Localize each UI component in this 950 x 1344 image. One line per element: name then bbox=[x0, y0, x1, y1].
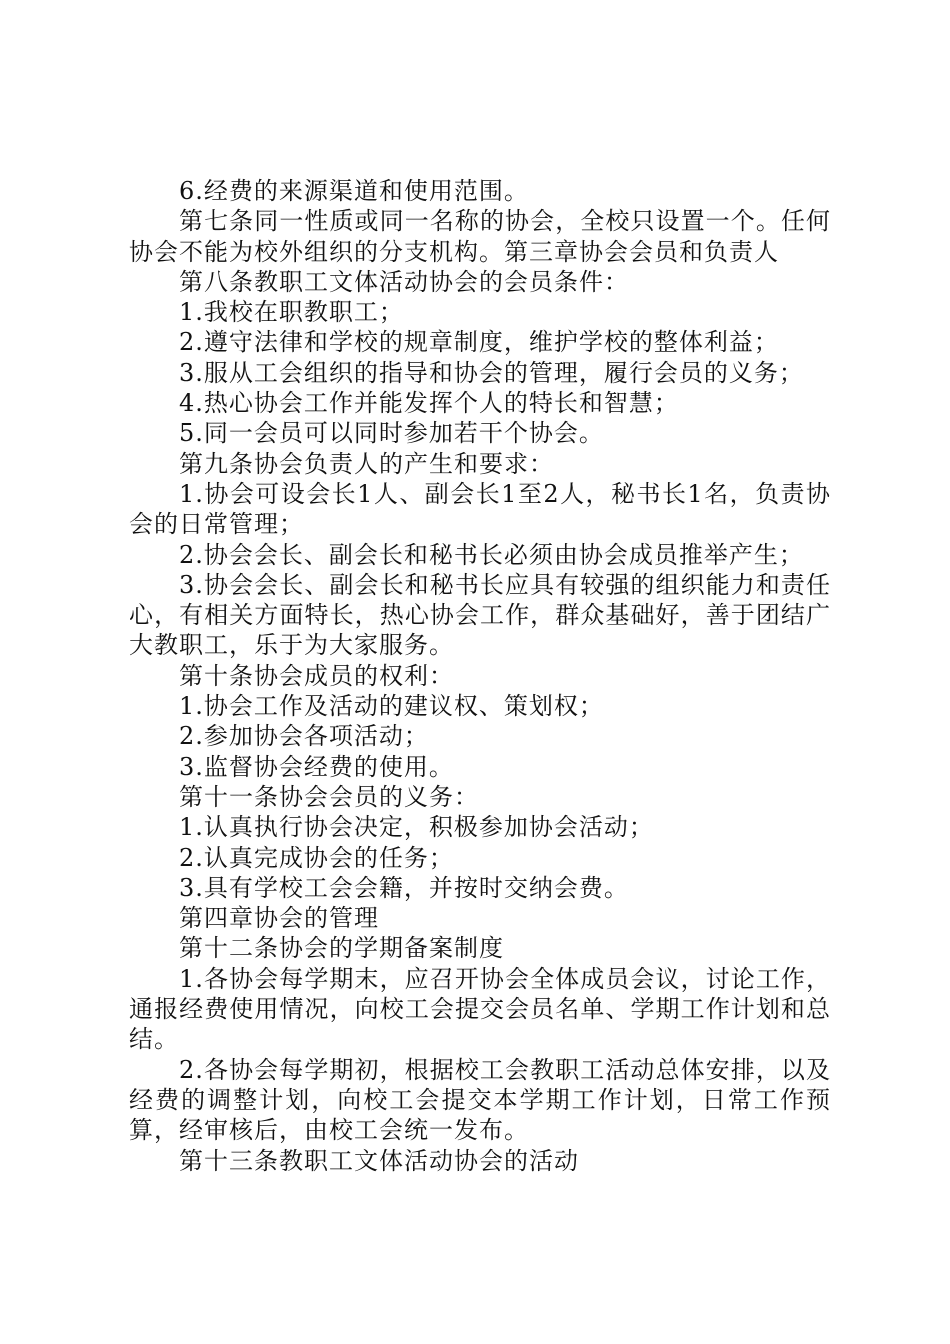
paragraph-item: 4.热心协会工作并能发挥个人的特长和智慧； bbox=[179, 389, 679, 418]
document-body bbox=[129, 176, 831, 1176]
paragraph-article-13: 第十三条教职工文体活动协会的活动 bbox=[179, 1146, 579, 1175]
paragraph-item: 2.认真完成协会的任务； bbox=[179, 843, 454, 872]
paragraph-item: 1.各协会每学期末，应召开协会全体成员会议，讨论工作，通报经费使用情况，向校工会提交会员名单、学期工作计划和总结。 bbox=[129, 964, 831, 1054]
paragraph-item: 3.服从工会组织的指导和协会的管理，履行会员的义务； bbox=[179, 358, 804, 387]
paragraph-item: 5.同一会员可以同时参加若干个协会。 bbox=[179, 419, 604, 448]
paragraph-item: 2.协会会长、副会长和秘书长必须由协会成员推举产生； bbox=[179, 540, 804, 569]
paragraph-item: 1.我校在职教职工； bbox=[179, 298, 404, 327]
paragraph-item: 2.参加协会各项活动； bbox=[179, 722, 429, 751]
paragraph-item: 3.协会会长、副会长和秘书长应具有较强的组织能力和责任心，有相关方面特长，热心协会工作，群众基础好，善于团结广大教职工，乐于为大家服务。 bbox=[129, 570, 831, 660]
paragraph-item-6: 6.经费的来源渠道和使用范围。 bbox=[179, 177, 529, 205]
paragraph-item: 1.协会可设会长1人、副会长1至2人，秘书长1名，负责协会的日常管理； bbox=[129, 479, 831, 539]
paragraph-article-12: 第十二条协会的学期备案制度 bbox=[179, 934, 504, 963]
paragraph-item: 1.协会工作及活动的建议权、策划权； bbox=[179, 692, 604, 721]
paragraph-article-8: 第八条教职工文体活动协会的会员条件： bbox=[179, 267, 629, 296]
paragraph-item: 2.遵守法律和学校的规章制度，维护学校的整体利益； bbox=[179, 328, 779, 357]
paragraph-item: 3.具有学校工会会籍，并按时交纳会费。 bbox=[179, 873, 629, 902]
paragraph-article-10: 第十条协会成员的权利： bbox=[179, 661, 454, 690]
chapter-heading-4: 第四章协会的管理 bbox=[179, 904, 379, 933]
paragraph-item: 2.各协会每学期初，根据校工会教职工活动总体安排，以及经费的调整计划，向校工会提交本学期工作计划，日常工作预算，经审核后，由校工会统一发布。 bbox=[129, 1055, 831, 1145]
paragraph-item: 1.认真执行协会决定，积极参加协会活动； bbox=[179, 813, 654, 842]
paragraph-article-11: 第十一条协会会员的义务： bbox=[179, 782, 479, 811]
paragraph-item: 3.监督协会经费的使用。 bbox=[179, 752, 454, 781]
paragraph-article-7: 第七条同一性质或同一名称的协会，全校只设置一个。任何协会不能为校外组织的分支机构。第三章协会会员和负责人 bbox=[129, 207, 831, 266]
paragraph-article-9: 第九条协会负责人的产生和要求： bbox=[179, 449, 554, 478]
